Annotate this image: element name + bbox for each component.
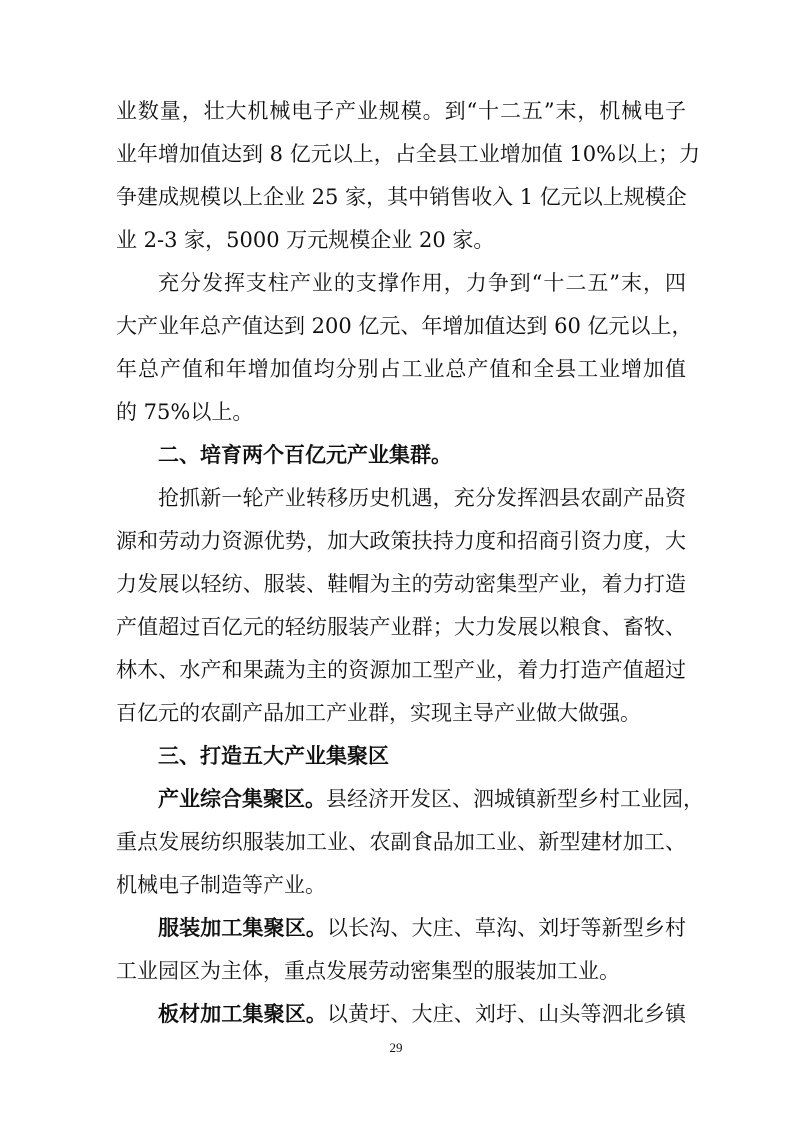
section-heading: 二、培育两个百亿元产业集群。 [158, 442, 452, 467]
text-line: 机械电子制造等产业。 [116, 873, 326, 897]
text-line: 充分发挥支柱产业的支撑作用，力争到“十二五”末，四 [158, 271, 686, 295]
text-line: 的 75%以上。 [116, 400, 254, 424]
text-line [158, 784, 704, 814]
text-line [158, 913, 686, 943]
text-line: 百亿元的农副产品加工产业群，实现主导产业做大做强。 [116, 701, 641, 725]
lead-term: 产业综合集聚区。 [158, 786, 326, 811]
text-line: 林木、水产和果蔬为主的资源加工型产业，着力打造产值超过 [116, 658, 686, 682]
text-line: 重点发展纺织服装加工业、农副食品加工业、新型建材加工、 [116, 830, 686, 854]
text-span: 以黄圩、大庄、刘圩、山头等泗北乡镇 [327, 1002, 686, 1026]
text-line: 产值超过百亿元的轻纺服装产业群；大力发展以粮食、畜牧、 [116, 615, 686, 639]
lead-term: 服装加工集聚区。 [158, 915, 327, 940]
text-line: 业 2-3 家，5000 万元规模企业 20 家。 [116, 228, 495, 252]
text-span: 县经济开发区、泗城镇新型乡村工业园， [326, 787, 704, 811]
page-number: 29 [389, 1040, 403, 1055]
lead-term: 板材加工集聚区。 [158, 1001, 327, 1026]
text-line: 大产业年总产值达到 200 亿元、年增加值达到 60 亿元以上， [116, 314, 693, 338]
text-line: 抢抓新一轮产业转移历史机遇，充分发挥泗县农副产品资 [158, 486, 686, 510]
text-line: 争建成规模以上企业 25 家，其中销售收入 1 亿元以上规模企 [116, 185, 687, 209]
text-line: 源和劳动力资源优势，加大政策扶持力度和招商引资力度，大 [116, 529, 686, 553]
text-line: 业数量，壮大机械电子产业规模。到“十二五”末，机械电子 [116, 99, 686, 123]
text-line: 业年增加值达到 8 亿元以上，占全县工业增加值 10%以上；力 [116, 142, 701, 166]
text-line: 工业园区为主体，重点发展劳动密集型的服装加工业。 [116, 959, 620, 983]
text-line: 力发展以轻纺、服装、鞋帽为主的劳动密集型产业，着力打造 [116, 572, 686, 596]
text-line: 年总产值和年增加值均分别占工业总产值和全县工业增加值 [116, 357, 686, 381]
text-line [158, 999, 686, 1029]
section-heading: 三、打造五大产业集聚区 [158, 743, 389, 768]
text-span: 以长沟、大庄、草沟、刘圩等新型乡村 [327, 916, 686, 940]
